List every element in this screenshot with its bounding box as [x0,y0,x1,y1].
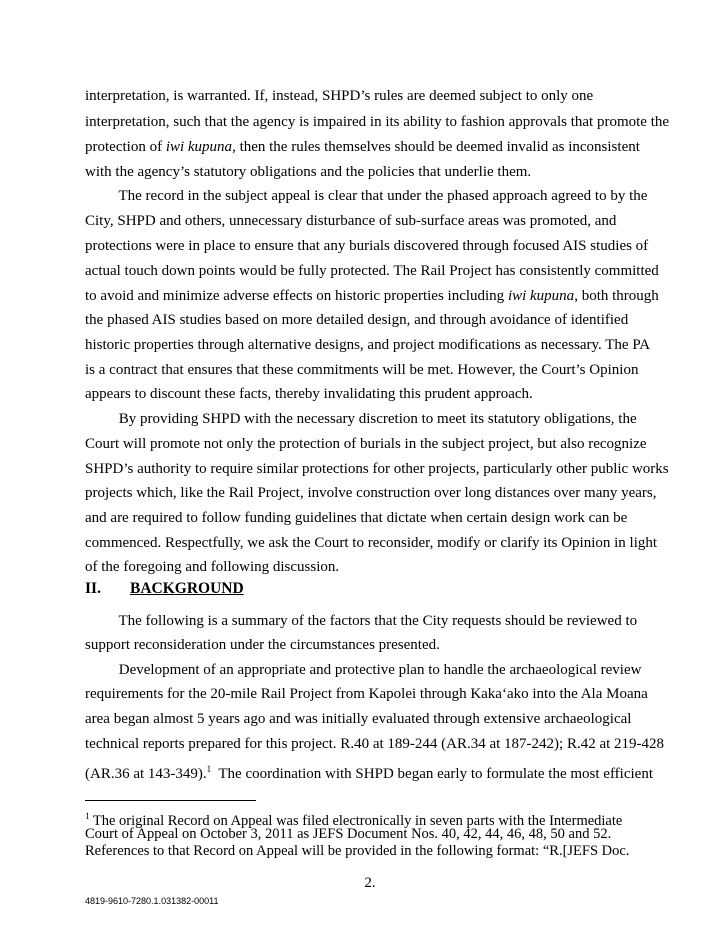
body-line: interpretation, such that the agency is impaired in its ability to fashion approvals that promote the [85,114,670,130]
body-line: historic properties through alternative designs, and project modifications as necessary. The PA [85,337,651,353]
body-line: requirements for the 20-mile Rail Project from Kapolei through Kaka‘ako into the Ala Moana [85,686,648,702]
body-line: the phased AIS studies based on more detailed design, and through avoidance of identified [85,312,629,328]
text-run: , both through [574,288,659,304]
body-line: commenced. Respectfully, we ask the Court to reconsider, modify or clarify its Opinion in light [85,535,658,551]
text-run: The original Record on Appeal was filed electronically in seven parts with the Intermediate [89,813,623,829]
body-line: Development of an appropriate and protective plan to handle the archaeological review [85,662,642,678]
footnote-number: 1 [85,811,90,821]
body-line: interpretation, is warranted. If, instead, SHPD’s rules are deemed subject to only one [85,88,594,104]
italic-term: iwi kupuna [165,139,233,155]
document-id: 4819-9610-7280.1.031382-00011 [85,896,219,906]
body-line [85,760,653,783]
body-line: actual touch down points would be fully protected. The Rail Project has consistently committed [85,263,659,279]
body-line: The record in the subject appeal is clear that under the phased approach agreed to by the [85,188,648,204]
body-line: City, SHPD and others, unnecessary disturbance of sub-surface areas was promoted, and [85,213,617,229]
page-number: 2. [364,875,376,891]
body-line: protections were in place to ensure that any burials discovered through focused AIS studies of [85,238,649,254]
body-line [85,138,640,156]
body-line: projects which, like the Rail Project, involve construction over long distances over many years, [85,485,657,501]
body-line: is a contract that ensures that these commitments will be met. However, the Court’s Opinion [85,362,639,378]
footnote-line: Court of Appeal on October 3, 2011 as JEFS Document Nos. 40, 42, 44, 46, 48, 50 and 52. [85,826,612,842]
footnote-line: References to that Record on Appeal will be provided in the following format: “R.[JEFS Doc. [85,843,630,859]
body-line: The following is a summary of the factors that the City requests should be reviewed to [85,613,638,629]
body-line: of the foregoing and following discussion. [85,559,340,575]
text-run: The coordination with SHPD began early to formulate the most efficient [211,766,653,782]
body-line: appears to discount these facts, thereby invalidating this prudent approach. [85,386,533,402]
body-line: and are required to follow funding guidelines that dictate when certain design work can be [85,510,628,526]
body-line: area began almost 5 years ago and was initially evaluated through extensive archaeological [85,711,632,727]
body-line: SHPD’s authority to require similar protections for other projects, particularly other public works [85,461,669,477]
text-run: protection of [85,139,166,155]
body-line: with the agency’s statutory obligations and the policies that underlie them. [85,164,532,180]
text-run: , then the rules themselves should be deemed invalid as inconsistent [232,139,640,155]
section-title: BACKGROUND [130,580,244,597]
body-line: technical reports prepared for this project. R.40 at 189-244 (AR.34 at 187-242); R.42 at 219-428 [85,736,665,752]
section-number: II. [85,580,101,597]
body-line: Court will promote not only the protection of burials in the subject project, but also recognize [85,436,647,452]
italic-term: iwi kupuna [507,288,575,304]
footnote-reference: 1 [206,764,212,774]
body-line: By providing SHPD with the necessary discretion to meet its statutory obligations, the [85,411,637,427]
body-line: support reconsideration under the circumstances presented. [85,637,440,653]
body-line [85,287,659,305]
text-run: (AR.36 at 143-349). [85,766,207,782]
footnote-separator [85,800,256,801]
text-run: to avoid and minimize adverse effects on historic properties including [85,288,508,304]
